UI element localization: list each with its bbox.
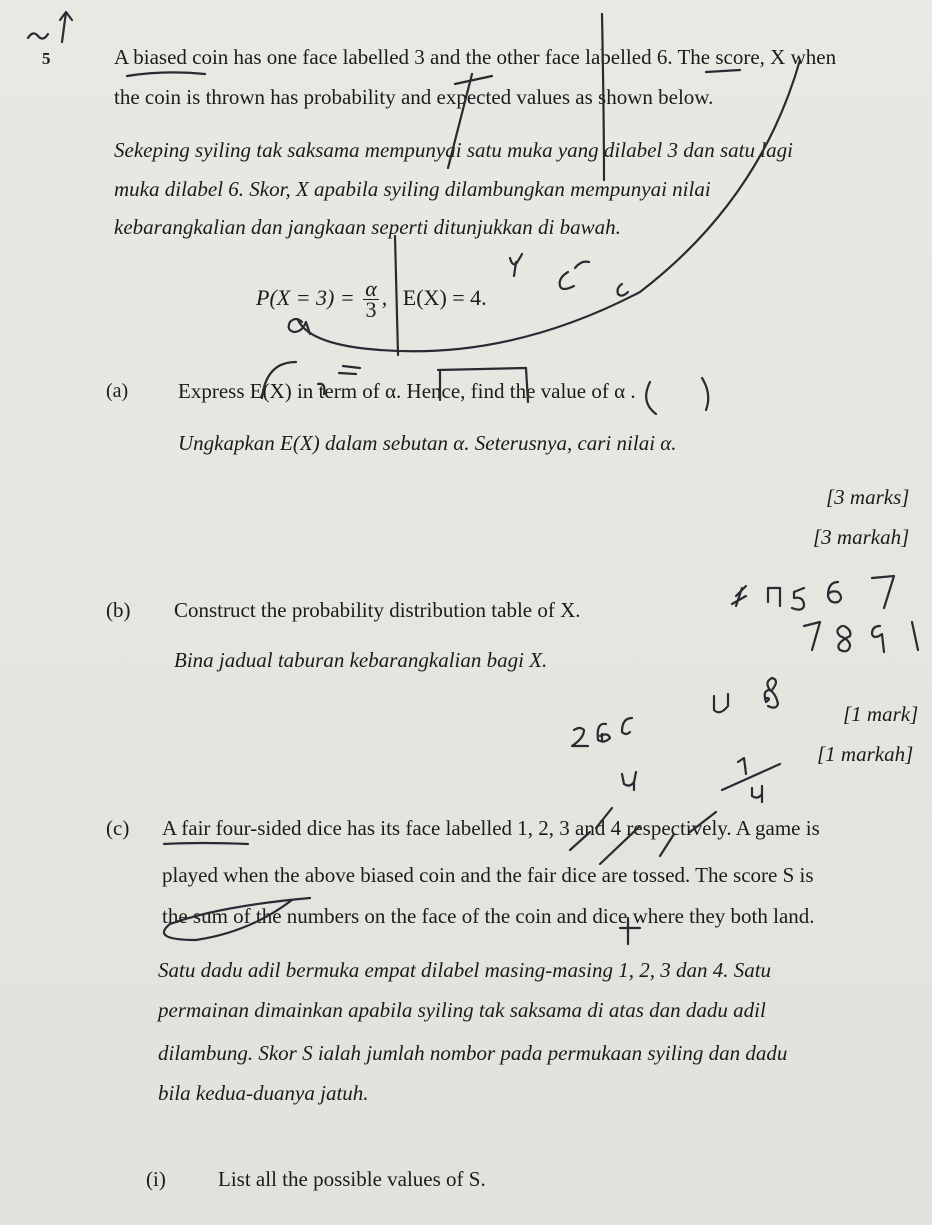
part-a-label: (a) [106,380,129,402]
part-c-ms-line-4: bila kedua-duanya jatuh. [158,1081,369,1105]
part-c-ms-line-3: dilambung. Skor S ialah jumlah nombor pada permukaan syiling dan dadu [158,1041,788,1065]
stem-ms-line-1: Sekeping syiling tak saksama mempunyai satu muka yang dilabel 3 dan satu lagi [114,138,793,162]
part-b-label: (b) [106,598,131,622]
fraction-numerator: α [365,276,377,302]
part-b-marks-ms: [1 markah] [817,742,914,766]
part-c-en-line-3: the sum of the numbers on the face of the coin and dice where they both land. [162,904,815,928]
part-c-ms-line-1: Satu dadu adil bermuka empat dilabel masing-masing 1, 2, 3 dan 4. Satu [158,958,772,982]
pen-line-icon [602,14,604,180]
stem-ms-line-2: muka dilabel 6. Skor, X apabila syiling dilambungkan mempunyai nilai [114,177,711,201]
part-a-question-ms: Ungkapkan E(X) dalam sebutan α. Seterusnya, cari nilai α. [178,431,677,455]
part-a-marks-ms: [3 markah] [813,525,910,549]
expected-value: E(X) = 4. [402,285,487,310]
part-c-i-question: List all the possible values of S. [218,1167,486,1191]
part-c-i-label: (i) [146,1167,166,1191]
part-c-en-line-2: played when the above biased coin and the fair dice are tossed. The score S is [162,863,814,887]
pen-arc-icon [298,60,800,351]
part-a-marks-en: [3 marks] [826,485,910,509]
part-b-marks-en: [1 mark] [843,702,919,726]
part-b-question-en: Construct the probability distribution table of X. [174,598,581,622]
part-b-question-ms: Bina jadual taburan kebarangkalian bagi X. [174,648,548,672]
formula-comma: , [381,285,388,310]
handwritten-mark-icon [28,33,48,38]
stem-ms-line-3: kebarangkalian dan jangkaan seperti ditunjukkan di bawah. [114,215,621,239]
fraction-denominator: 3 [365,297,377,323]
part-c-en-line-1: A fair four-sided dice has its face labelled 1, 2, 3 and 4 respectively. A game is [162,816,820,840]
probability-lhs: P(X = 3) = [256,285,355,310]
part-c-ms-line-2: permainan dimainkan apabila syiling tak saksama di atas dan dadu adil [158,998,766,1022]
stem-en-line-2: the coin is thrown has probability and expected values as shown below. [114,85,714,109]
stem-en-line-1: A biased coin has one face labelled 3 and the other face labelled 6. The score, X when [114,45,837,69]
part-a-question-en: Express E(X) in term of α. Hence, find the value of α . [178,379,636,403]
question-number: 5 [42,49,51,68]
part-c-label: (c) [106,816,130,840]
